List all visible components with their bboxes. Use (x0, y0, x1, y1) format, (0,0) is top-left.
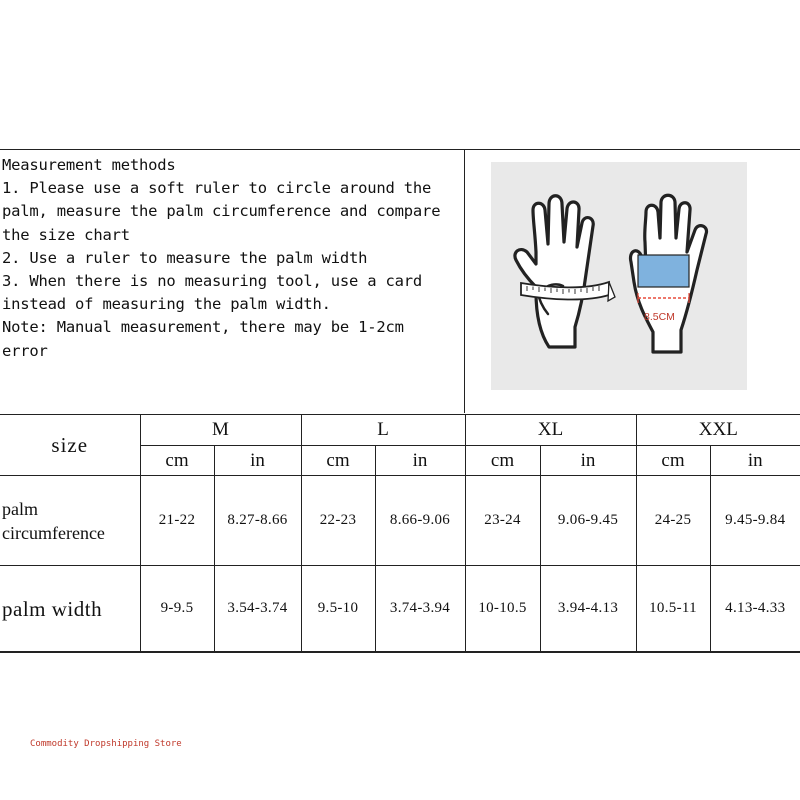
palm-width-row (0, 566, 800, 652)
table-cell: 3.54-3.74 (214, 566, 301, 652)
size-header-row (0, 415, 800, 446)
measurement-methods-text (2, 154, 462, 363)
methods-line-5: 3. When there is no measuring tool, use a card (2, 272, 423, 291)
store-watermark: Commodity Dropshipping Store (30, 739, 182, 749)
table-cell: 9.5-10 (301, 566, 375, 652)
methods-line-2: palm, measure the palm circumference and compare (2, 202, 441, 221)
table-cell: 9.06-9.45 (540, 476, 636, 566)
table-cell: 10-10.5 (465, 566, 540, 652)
unit-in: in (375, 446, 465, 476)
unit-cm: cm (636, 446, 710, 476)
table-cell: 3.74-3.94 (375, 566, 465, 652)
methods-line-1: 1. Please use a soft ruler to circle around the (2, 179, 432, 198)
palm-width-label: palm width (0, 566, 140, 652)
table-cell: 21-22 (140, 476, 214, 566)
table-cell: 8.27-8.66 (214, 476, 301, 566)
palm-circumference-label (0, 476, 140, 566)
methods-line-3: the size chart (2, 225, 130, 244)
table-cell: 24-25 (636, 476, 710, 566)
unit-cm: cm (465, 446, 540, 476)
methods-heading: Measurement methods (2, 156, 176, 174)
table-cell: 3.94-4.13 (540, 566, 636, 652)
methods-line-6: instead of measuring the palm width. (2, 295, 331, 314)
measurement-methods (0, 150, 465, 413)
table-cell: 10.5-11 (636, 566, 710, 652)
unit-cm: cm (301, 446, 375, 476)
hand-circumference-icon (515, 196, 593, 347)
hand-measurement-illustration (491, 162, 747, 390)
size-guide-sheet (0, 149, 800, 653)
methods-note-end: error (2, 341, 48, 360)
palm-width-box (638, 255, 689, 287)
methods-line-4: 2. Use a ruler to measure the palm width (2, 248, 368, 267)
palm-width-label: 8.5CM (644, 311, 675, 323)
unit-in: in (710, 446, 800, 476)
size-xxl-header: XXL (636, 415, 800, 446)
palm-circumference-row (0, 476, 800, 566)
unit-in: in (540, 446, 636, 476)
methods-note: Note: Manual measurement, there may be 1-2cm (2, 318, 404, 337)
size-column-header: size (0, 415, 140, 476)
table-cell: 9-9.5 (140, 566, 214, 652)
table-cell: 9.45-9.84 (710, 476, 800, 566)
table-cell: 8.66-9.06 (375, 476, 465, 566)
size-chart-table (0, 414, 800, 652)
row-label-line: circumference (2, 522, 105, 543)
size-xl-header: XL (465, 415, 636, 446)
size-l-header: L (301, 415, 465, 446)
table-cell: 23-24 (465, 476, 540, 566)
unit-in: in (214, 446, 301, 476)
unit-cm: cm (140, 446, 214, 476)
size-m-header: M (140, 415, 301, 446)
row-label-line: palm (2, 498, 38, 519)
table-cell: 4.13-4.33 (710, 566, 800, 652)
table-cell: 22-23 (301, 476, 375, 566)
